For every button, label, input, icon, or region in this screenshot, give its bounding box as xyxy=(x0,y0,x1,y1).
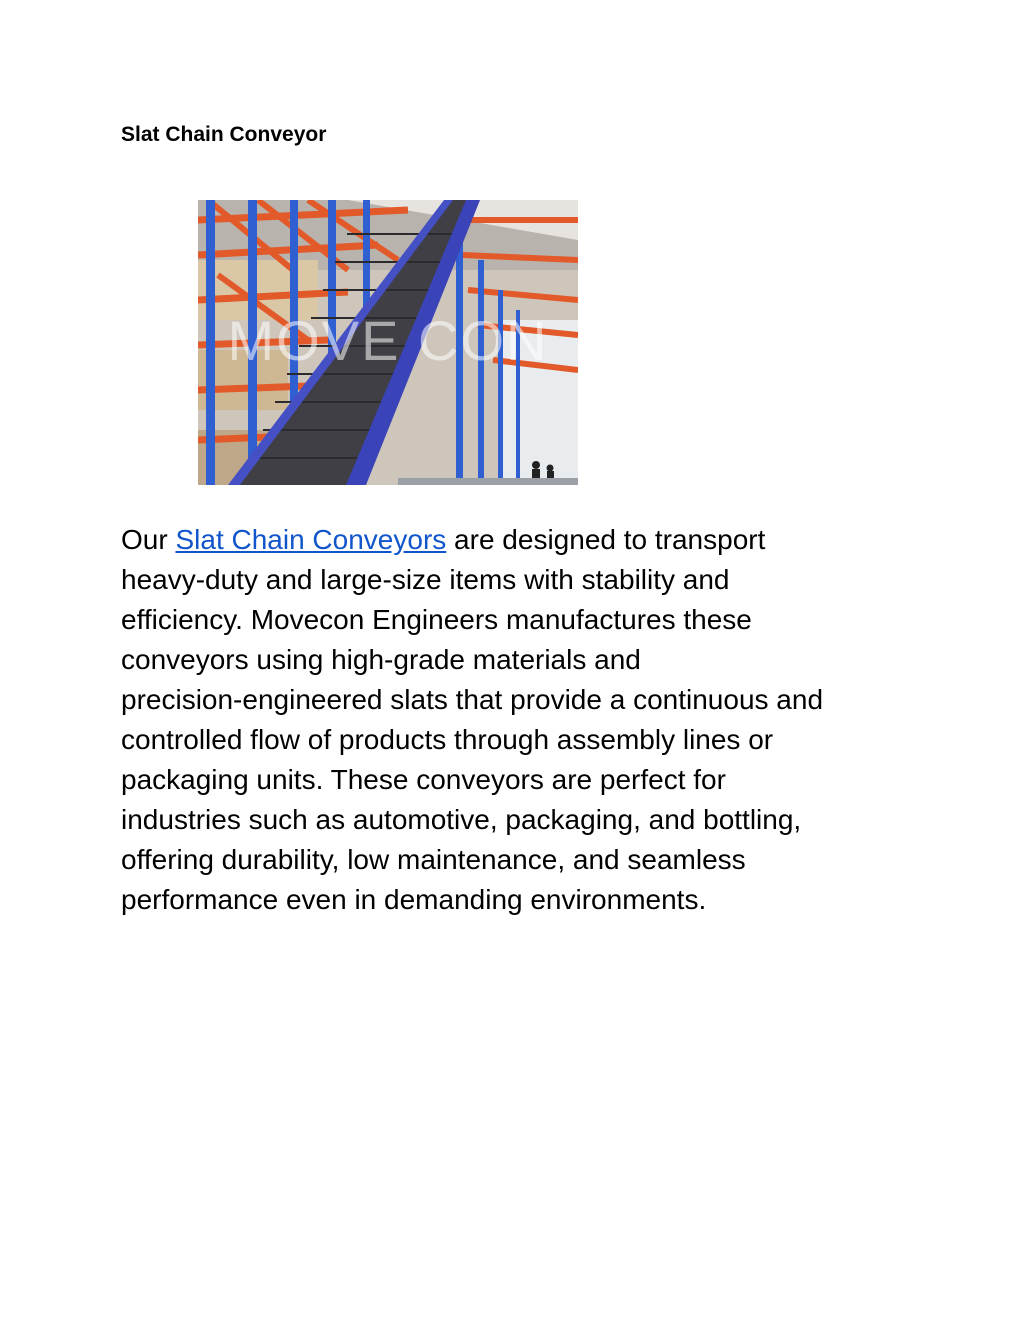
watermark-text: MOVE CON xyxy=(227,309,549,372)
paragraph-line-1 xyxy=(121,520,911,560)
paragraph-line-1-rest: are designed to transport xyxy=(446,524,766,555)
paragraph-line: packaging units. These conveyors are perfect for xyxy=(121,764,726,795)
paragraph-line: controlled flow of products through assembly lines or xyxy=(121,724,774,755)
body-paragraph xyxy=(121,520,911,920)
paragraph-line: offering durability, low maintenance, and seamless xyxy=(121,844,746,875)
paragraph-line: heavy-duty and large-size items with stability and xyxy=(121,564,730,595)
paragraph-line: precision-engineered slats that provide a continuous and xyxy=(121,684,824,715)
paragraph-line: conveyors using high-grade materials and xyxy=(121,644,641,675)
paragraph-prefix: Our xyxy=(121,524,176,555)
paragraph-line: performance even in demanding environments. xyxy=(121,884,707,915)
conveyor-photo xyxy=(198,200,578,485)
paragraph-line: industries such as automotive, packaging, and bottling, xyxy=(121,804,802,835)
paragraph-line: efficiency. Movecon Engineers manufactures these xyxy=(121,604,752,635)
document-title: Slat Chain Conveyor xyxy=(121,123,327,146)
slat-chain-conveyors-link[interactable]: Slat Chain Conveyors xyxy=(175,524,447,555)
